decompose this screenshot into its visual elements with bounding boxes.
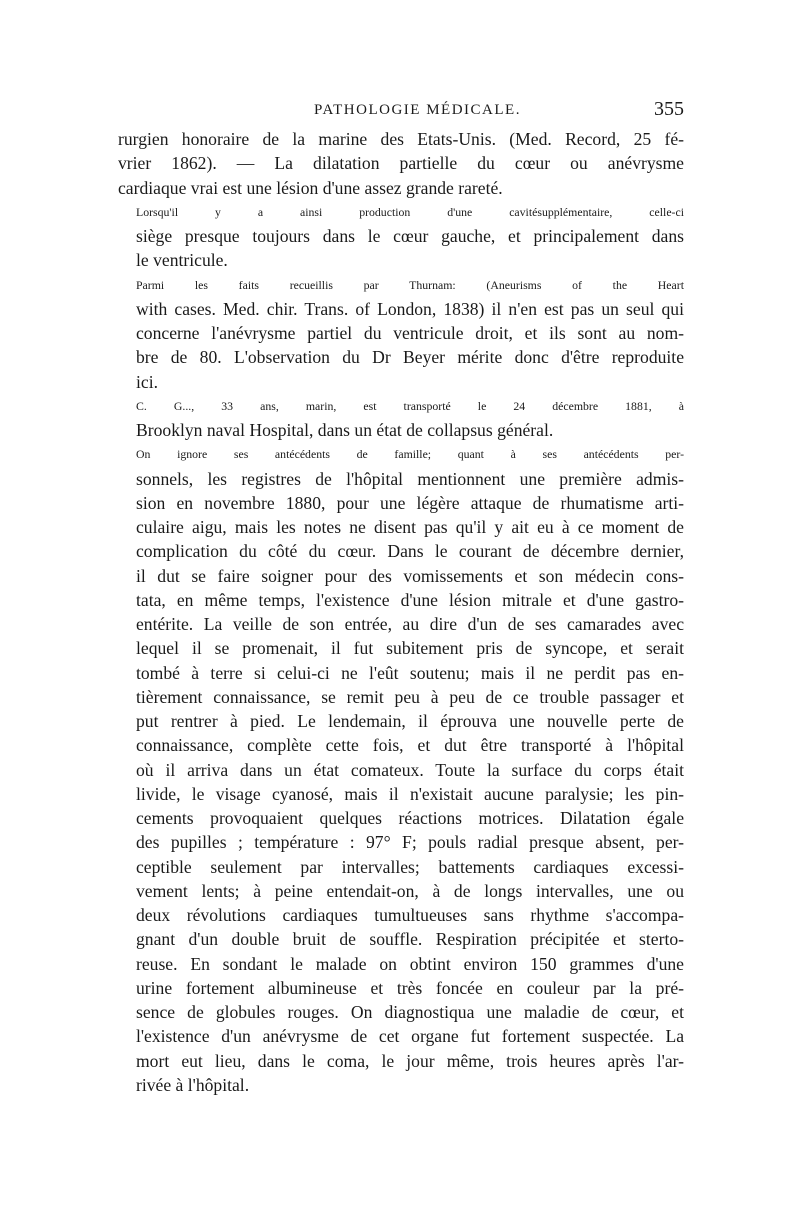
text-line: lequel il se promenait, il fut subitement pris de syncope, et serait <box>136 638 684 659</box>
text-line: où il arriva dans un état comateux. Toute la surface du corps était <box>136 759 684 780</box>
text-line: culaire aigu, mais les notes ne disent pas qu'il y ait eu à ce moment de <box>136 517 684 537</box>
paragraph <box>118 200 684 273</box>
text-line: Parmi les faits recueillis par Thurnam: (Aneurisms of the Heart <box>136 277 684 292</box>
text-line: urine fortement albumineuse et très foncée en couleur par la pré- <box>136 977 684 998</box>
text-line: Lorsqu'il y a ainsi production d'une cavitésupplémentaire, celle-ci <box>136 204 684 219</box>
running-title: PATHOLOGIE MÉDICALE. <box>314 102 521 118</box>
paragraph <box>118 127 684 200</box>
text-line: tièrement connaissance, se remit peu à peu de ce trouble passager et <box>136 686 684 707</box>
text-line: cardiaque vrai est une lésion d'une assez grande rareté. <box>118 177 503 198</box>
text-line: sence de globules rouges. On diagnostiqua une maladie de cœur, et <box>136 1002 684 1022</box>
text-line: le ventricule. <box>136 250 228 271</box>
text-line: ceptible seulement par intervalles; battements cardiaques excessi- <box>136 856 684 877</box>
text-line: C. G..., 33 ans, marin, est transporté le 24 décembre 1881, à <box>136 398 684 413</box>
text-line: reuse. En sondant le malade on obtint environ 150 grammes d'une <box>136 953 684 974</box>
paragraph <box>118 273 684 394</box>
text-line: entérite. La veille de son entrée, au dire d'un de ses camarades avec <box>136 614 684 634</box>
text-line: rurgien honoraire de la marine des Etats-Unis. (Med. Record, 25 fé- <box>118 129 684 149</box>
text-line: sion en novembre 1880, pour une légère attaque de rhumatisme arti- <box>136 492 684 513</box>
text-line: rivée à l'hôpital. <box>136 1074 250 1095</box>
text-line: il dut se faire soigner pour des vomissements et son médecin cons- <box>136 565 684 586</box>
text-line: ici. <box>136 371 158 392</box>
text-line: put rentrer à pied. Le lendemain, il éprouva une nouvelle perte de <box>136 711 684 731</box>
paragraph <box>118 442 684 1097</box>
text-line: concerne l'anévrysme partiel du ventricule droit, et ils sont au nom- <box>136 323 684 343</box>
page-number: 355 <box>654 98 684 120</box>
text-line: bre de 80. L'observation du Dr Beyer mérite donc d'être reproduite <box>136 347 684 368</box>
text-line: tombé à terre si celui-ci ne l'eût soutenu; mais il ne perdit pas en- <box>136 662 684 683</box>
text-line: tata, en même temps, l'existence d'une lésion mitrale et d'une gastro- <box>136 589 684 610</box>
text-line: siège presque toujours dans le cœur gauche, et principalement dans <box>136 226 684 246</box>
text-line: deux révolutions cardiaques tumultueuses sans rhythme s'accompa- <box>136 905 684 925</box>
text-line: cements provoquaient quelques réactions motrices. Dilatation égale <box>136 808 684 828</box>
text-line: sonnels, les registres de l'hôpital mentionnent une première admis- <box>136 468 684 489</box>
text-line: livide, le visage cyanosé, mais il n'existait aucune paralysie; les pin- <box>136 783 684 804</box>
page-header <box>118 98 684 128</box>
text-line: complication du côté du cœur. Dans le courant de décembre dernier, <box>136 541 684 562</box>
text-line: des pupilles ; température : 97° F; pouls radial presque absent, per- <box>136 832 684 853</box>
text-line: with cases. Med. chir. Trans. of London, 1838) il n'en est pas un seul qui <box>136 298 684 319</box>
body-text <box>118 127 684 1097</box>
text-line: connaissance, complète cette fois, et dut être transporté à l'hôpital <box>136 735 684 756</box>
text-line: On ignore ses antécédents de famille; quant à ses antécédents per- <box>136 447 684 462</box>
text-line: vement lents; à peine entendait-on, à de longs intervalles, une ou <box>136 880 684 901</box>
text-line: mort eut lieu, dans le coma, le jour même, trois heures après l'ar- <box>136 1050 684 1071</box>
text-line: Brooklyn naval Hospital, dans un état de collapsus général. <box>136 420 554 440</box>
text-line: l'existence d'un anévrysme de cet organe fut fortement suspectée. La <box>136 1026 684 1047</box>
text-line: vrier 1862). — La dilatation partielle du cœur ou anévrysme <box>118 153 684 174</box>
text-line: gnant d'un double bruit de souffle. Respiration précipitée et sterto- <box>136 929 684 950</box>
paragraph <box>118 394 684 443</box>
